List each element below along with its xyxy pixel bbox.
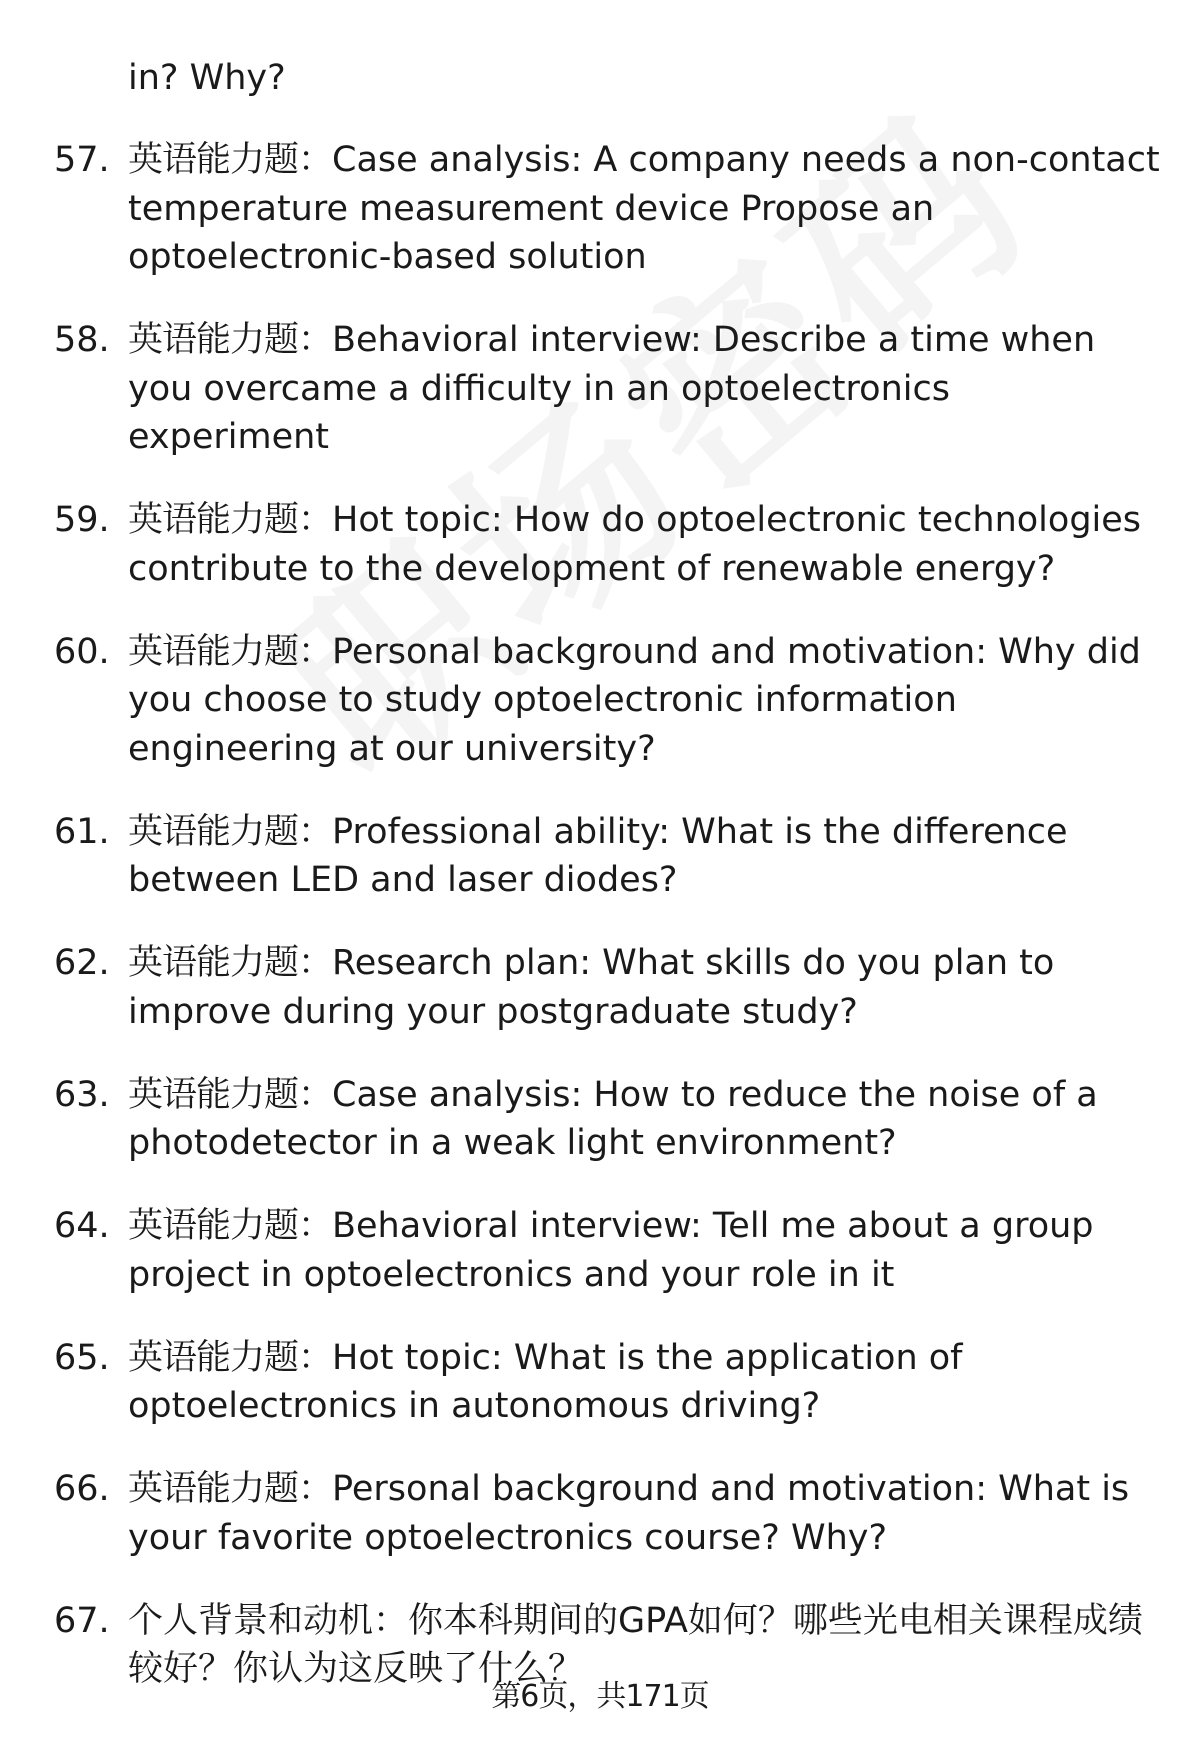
question-number: 64.	[54, 1206, 110, 1246]
question-text: Case analysis: How to reduce the noise of a photodetector in a weak light environment?	[128, 1074, 1098, 1163]
question-item	[0, 1465, 1200, 1562]
question-number: 60.	[54, 631, 110, 672]
question-tag: 英语能力题：	[128, 140, 333, 180]
question-text: Behavioral interview: Tell me about a group project in optoelectronics and your role in it	[128, 1206, 1094, 1295]
question-tag: 英语能力题：	[128, 631, 333, 672]
question-list	[0, 136, 1200, 1728]
question-text: Hot topic: How do optoelectronic technologies contribute to the development of renewable energy?	[128, 500, 1142, 589]
question-item	[0, 316, 1200, 462]
question-number: 59.	[54, 500, 110, 540]
question-tag: 英语能力题：	[128, 500, 333, 540]
question-tag: 英语能力题：	[128, 1469, 333, 1509]
question-item	[0, 939, 1200, 1036]
question-text: Personal background and motivation: What is your favorite optoelectronics course? Why?	[128, 1469, 1130, 1558]
question-tag: 英语能力题：	[128, 320, 333, 360]
question-item	[0, 808, 1200, 905]
question-number: 67.	[54, 1600, 110, 1641]
question-item	[0, 1334, 1200, 1431]
question-tag: 英语能力题：	[128, 811, 333, 852]
question-item	[0, 1071, 1200, 1168]
question-text: Behavioral interview: Describe a time when you overcame a difficulty in an optoelectronics experiment	[128, 320, 1096, 457]
question-item	[0, 496, 1200, 593]
page-number-footer: 第6页，共171页	[491, 1679, 709, 1714]
question-tag: 英语能力题：	[128, 1074, 333, 1115]
question-text: Personal background and motivation: Why did you choose to study optoelectronic information engineering at our university?	[128, 631, 1141, 769]
question-tag: 英语能力题：	[128, 1206, 333, 1246]
question-tag: 英语能力题：	[128, 943, 333, 983]
question-item	[0, 136, 1200, 282]
question-number: 63.	[54, 1074, 110, 1115]
question-item	[0, 628, 1200, 774]
question-number: 58.	[54, 320, 110, 360]
question-number: 61.	[54, 811, 110, 852]
question-text: Case analysis: A company needs a non-contact temperature measurement device Propose an optoelectronic-based solution	[128, 140, 1160, 277]
question-text: Professional ability: What is the difference between LED and laser diodes?	[128, 811, 1068, 900]
question-number: 65.	[54, 1337, 110, 1378]
question-continuation: in? Why?	[128, 58, 286, 98]
question-text: 个人背景和动机：你本科期间的GPA如何？哪些光电相关课程成绩较好？你认为这反映了什么？	[128, 1600, 1143, 1689]
question-number: 66.	[54, 1469, 110, 1509]
question-item	[0, 1202, 1200, 1299]
question-tag: 英语能力题：	[128, 1337, 333, 1378]
question-number: 57.	[54, 140, 110, 180]
question-text: Hot topic: What is the application of optoelectronics in autonomous driving?	[128, 1337, 963, 1426]
question-text: Research plan: What skills do you plan to improve during your postgraduate study?	[128, 943, 1055, 1032]
question-number: 62.	[54, 943, 110, 983]
